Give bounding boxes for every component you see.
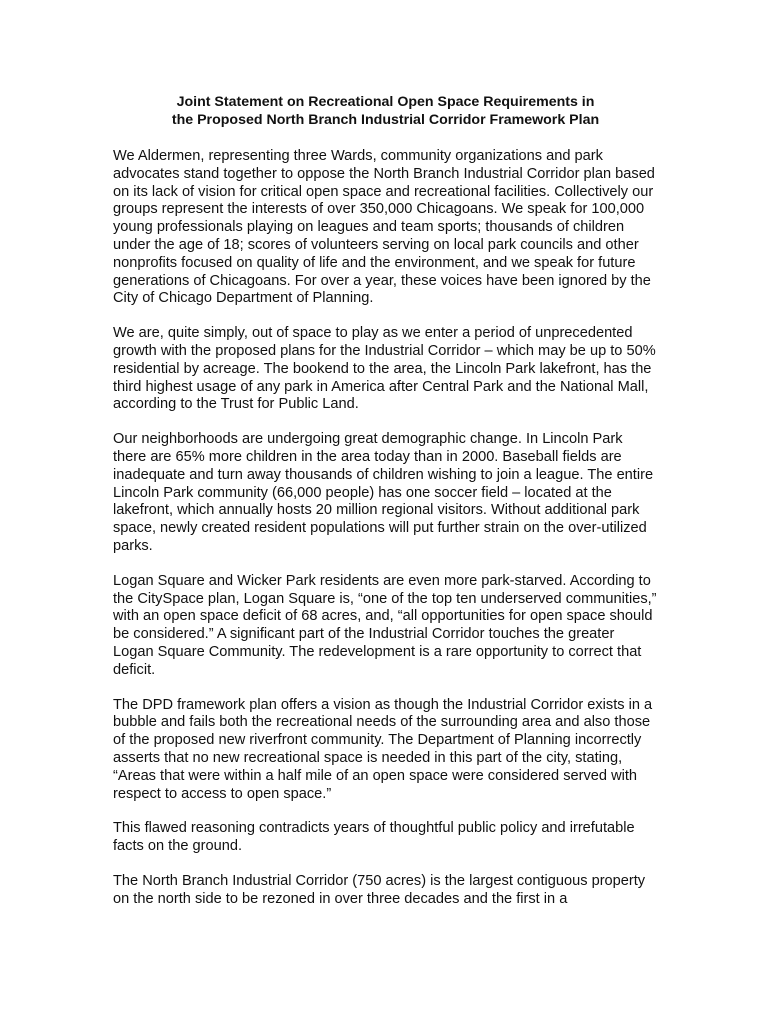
title-line-1: Joint Statement on Recreational Open Space Requirements in	[176, 94, 595, 110]
document-body	[113, 93, 658, 925]
paragraph-flawed-reasoning: This flawed reasoning contradicts years of thoughtful public policy and irrefutable facts on the ground.	[113, 820, 635, 855]
paragraph-aldermen-statement: We Aldermen, representing three Wards, community organizations and park advocates stand together to oppose the North Branch Industrial Corridor plan based on its lack of vision for critical open space and recreational facilities. Collectively our groups represent the interests of over 350,000 Chicagoans. We speak for 100,000 young professionals playing on leagues and team sports; thousands of children under the age of 18; scores of volunteers serving on local park councils and other nonprofits focused on quality of life and the environment, and we speak for future generations of Chicagoans. For over a year, these voices have been ignored by the City of Chicago Department of Planning.	[113, 148, 655, 307]
paragraph-dpd-framework: The DPD framework plan offers a vision as though the Industrial Corridor exists in a bubble and fails both the recreational needs of the surrounding area and also those of the proposed new riverfront community. The Department of Planning incorrectly asserts that no new recreational space is needed in this part of the city, stating, “Areas that were within a half mile of an open space were considered served with respect to access to open space.”	[113, 696, 653, 802]
paragraph-north-branch: The North Branch Industrial Corridor (750 acres) is the largest contiguous property on the north side to be rezoned in over three decades and the first in a	[113, 872, 646, 907]
title-line-2: the Proposed North Branch Industrial Corridor Framework Plan	[171, 112, 600, 128]
document-title	[113, 93, 658, 129]
paragraph-out-of-space: We are, quite simply, out of space to play as we enter a period of unprecedented growth with the proposed plans for the Industrial Corridor – which may be up to 50% residential by acreage. The bookend to the area, the Lincoln Park lakefront, has the third highest usage of any park in America after Central Park and the National Mall, according to the Trust for Public Land.	[113, 325, 656, 413]
paragraph-demographic-change: Our neighborhoods are undergoing great demographic change. In Lincoln Park there are 65% more children in the area today than in 2000. Baseball fields are inadequate and turn away thousands of children wishing to join a league. The entire Lincoln Park community (66,000 people) has one soccer field – located at the lakefront, which annually hosts 20 million regional visitors. Without additional park space, newly created resident populations will put further strain on the over-utilized parks.	[113, 431, 654, 554]
paragraph-logan-square: Logan Square and Wicker Park residents are even more park-starved. According to the CitySpace plan, Logan Square is, “one of the top ten underserved communities,” with an open space deficit of 68 acres, and, “all opportunities for open space should be considered.” A significant part of the Industrial Corridor touches the greater Logan Square Community. The redevelopment is a rare opportunity to correct that deficit.	[113, 572, 657, 678]
